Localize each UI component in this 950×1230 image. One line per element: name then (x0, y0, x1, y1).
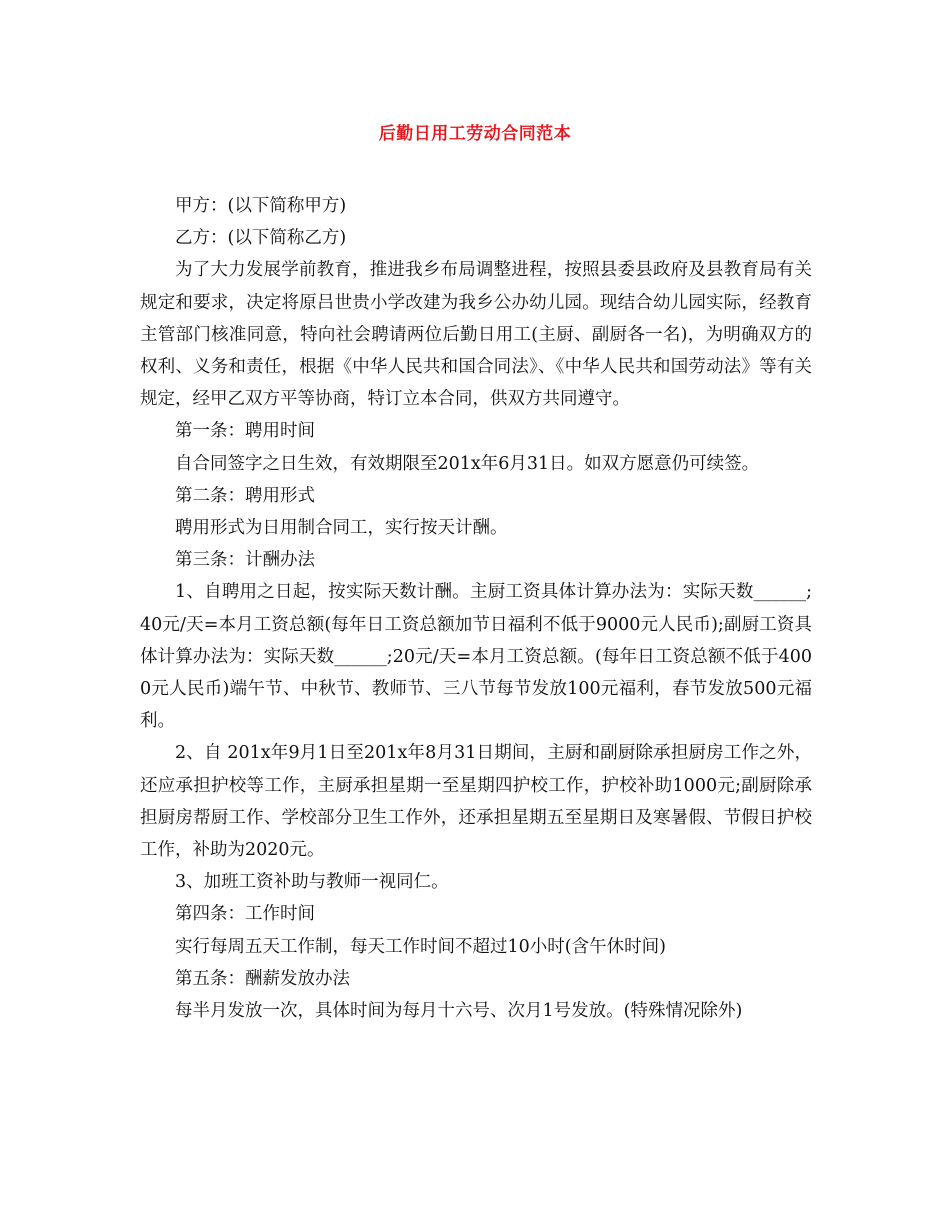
article-2-body: 聘用形式为日用制合同工，实行按天计酬。 (175, 518, 508, 539)
article-5-heading: 第五条：酬薪发放办法 (175, 968, 350, 989)
party-a-line: 甲方：(以下简称甲方) (175, 196, 347, 216)
article-1-heading: 第一条：聘用时间 (175, 421, 315, 442)
article-3-item-2: 2、自 201x年9月1日至201x年8月31日期间，主厨和副厨除承担厨房工作之外，还应承担护校等工作，主厨承担星期一至星期四护校工作，护校补助1000元;副厨除承担厨房帮厨工作、学校部分卫生工作外，还承担星期五至星期日及寒暑假、节假日护校工作，补助为2020元。 (140, 743, 812, 861)
article-2-heading: 第二条：聘用形式 (175, 485, 315, 506)
article-5-body: 每半月发放一次，具体时间为每月十六号、次月1号发放。(特殊情况除外) (175, 1001, 743, 1022)
article-3-item-1: 1、自聘用之日起，按实际天数计酬。主厨工资具体计算办法为：实际天数______;40元/天=本月工资总额(每年日工资总额加节日福利不低于9000元人民币);副厨工资具体计算办法为：实际天数______;20元/天=本月工资总额。(每年日工资总额不低于4000元人民币)端午节、中秋节、教师节、三八节每节发放100元福利，春节发放500元福利。 (140, 582, 812, 732)
document-title: 后勤日用工劳动合同范本 (378, 124, 572, 144)
article-4-body: 实行每周五天工作制，每天工作时间不超过10小时(含午休时间) (175, 936, 666, 957)
article-3-heading: 第三条：计酬办法 (175, 550, 315, 571)
preamble-paragraph: 为了大力发展学前教育，推进我乡布局调整进程，按照县委县政府及县教育局有关规定和要求，决定将原吕世贵小学改建为我乡公办幼儿园。现结合幼儿园实际，经教育主管部门核准同意，特向社会聘请两位后勤日用工(主厨、副厨各一名)，为明确双方的权利、义务和责任，根据《中华人民共和国合同法》、《中华人民共和国劳动法》等有关规定，经甲乙双方平等协商，特订立本合同，供双方共同遵守。 (140, 260, 812, 410)
article-1-body: 自合同签字之日生效，有效期限至201x年6月31日。如双方愿意仍可续签。 (175, 453, 760, 474)
document-body (140, 190, 812, 1027)
article-3-item-3: 3、加班工资补助与教师一视同仁。 (175, 872, 449, 893)
party-b-line: 乙方：(以下简称乙方) (175, 228, 347, 249)
article-4-heading: 第四条：工作时间 (175, 904, 315, 925)
